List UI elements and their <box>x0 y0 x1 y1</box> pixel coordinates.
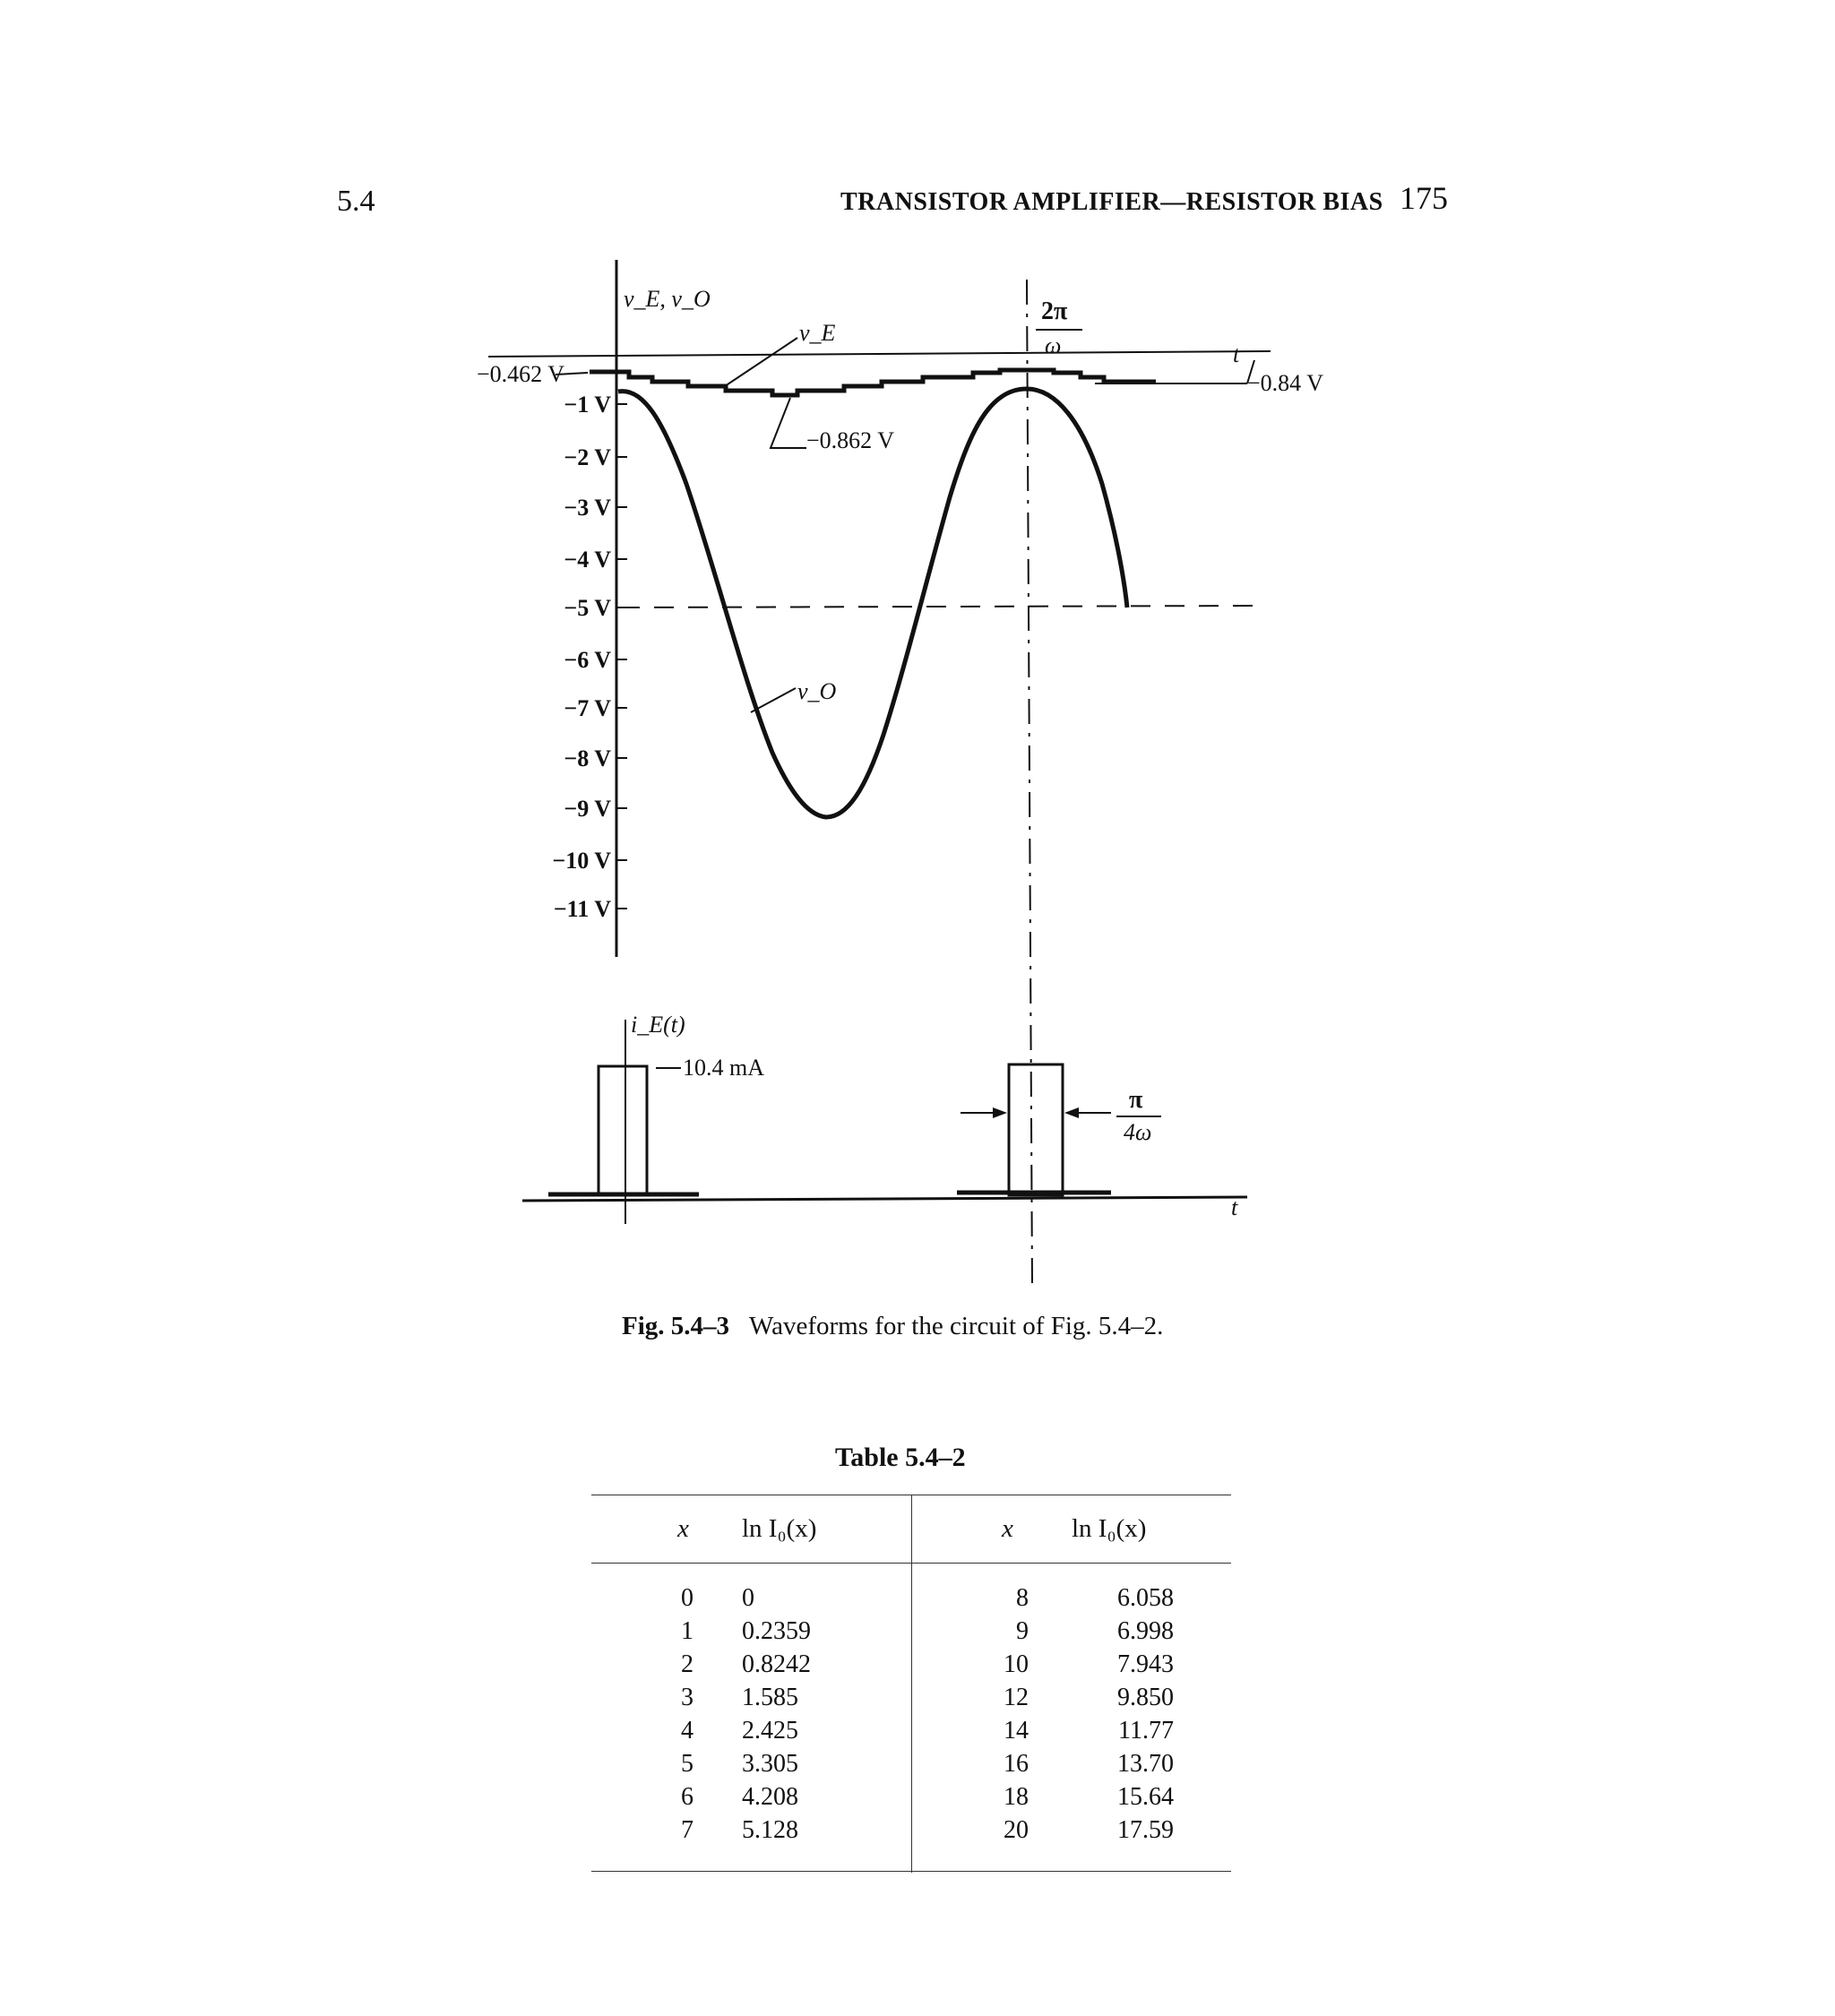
figure-caption-label: Fig. 5.4–3 <box>622 1312 730 1340</box>
pulse-right <box>1009 1064 1063 1195</box>
period-denominator: ω <box>1045 332 1062 358</box>
table-cell: 3 <box>681 1684 694 1711</box>
y-tick-label: −1 V <box>564 392 611 418</box>
lower-time-label: t <box>1231 1194 1238 1220</box>
table-cell: 4.208 <box>742 1783 798 1811</box>
width-arrowhead-left <box>993 1107 1007 1118</box>
pulse-left <box>599 1066 647 1195</box>
table-cell: 4 <box>681 1717 694 1745</box>
table-cell: 18 <box>1004 1783 1029 1811</box>
table-cell: 15.64 <box>1117 1783 1174 1811</box>
width-numerator: π <box>1129 1086 1143 1114</box>
table-cell: 9 <box>1016 1617 1029 1645</box>
table-cell: 5.128 <box>742 1816 798 1844</box>
v-e-leader <box>728 338 797 384</box>
table-cell: 20 <box>1004 1816 1029 1844</box>
v-o-label: v_O <box>797 678 837 704</box>
period-numerator: 2π <box>1041 297 1068 325</box>
v-e-waveform <box>590 370 1156 395</box>
y-tick-label: −8 V <box>564 745 611 771</box>
table-cell: 0 <box>742 1584 754 1612</box>
annotation-minus-084: −0.84 V <box>1247 370 1323 396</box>
y-tick-label: −3 V <box>564 495 611 521</box>
table-cell: 10 <box>1004 1650 1029 1678</box>
table-cell: 2.425 <box>742 1717 798 1745</box>
y-tick-label: −7 V <box>564 695 611 721</box>
table-cell: 1.585 <box>742 1684 798 1711</box>
y-tick-marks <box>616 404 627 909</box>
table-cell: 7 <box>681 1816 694 1844</box>
pulse-amplitude-label: 10.4 mA <box>683 1055 764 1081</box>
upper-time-axis <box>488 351 1271 357</box>
y-tick-label: −10 V <box>552 848 611 874</box>
y-tick-label: −6 V <box>564 647 611 673</box>
page-number: 175 <box>1400 180 1448 216</box>
figure-caption <box>622 1312 1163 1341</box>
table-cell: 17.59 <box>1117 1816 1174 1844</box>
annotation-minus-0862: −0.862 V <box>806 427 894 453</box>
y-tick-label: −2 V <box>564 444 611 470</box>
minus-0862-leader <box>771 398 806 448</box>
header-ln-left: ln I₀(x) <box>742 1514 817 1543</box>
header-ln-right: ln I₀(x) <box>1072 1514 1147 1543</box>
table-cell: 1 <box>681 1617 694 1645</box>
table-cell: 6 <box>681 1783 694 1811</box>
table-cell: 7.943 <box>1117 1650 1174 1678</box>
annotation-minus-0462: −0.462 V <box>477 361 564 387</box>
running-title: TRANSISTOR AMPLIFIER—RESISTOR BIAS <box>840 188 1383 216</box>
minus-5v-dashed-line <box>620 606 1263 607</box>
y-tick-label: −11 V <box>553 896 611 922</box>
table-cell: 6.058 <box>1117 1584 1174 1612</box>
upper-axis-label: v_E, v_O <box>624 286 711 312</box>
table-cell: 14 <box>1004 1717 1029 1745</box>
lower-axis-label: i_E(t) <box>631 1012 685 1038</box>
width-arrowhead-right <box>1064 1107 1079 1118</box>
table-cell: 8 <box>1016 1584 1029 1612</box>
v-e-label: v_E <box>799 320 836 346</box>
width-denominator: 4ω <box>1124 1119 1152 1145</box>
table-cell: 3.305 <box>742 1750 798 1778</box>
v-o-leader <box>751 688 796 712</box>
period-marker-line <box>1027 280 1032 1287</box>
table-title: Table 5.4–2 <box>835 1443 966 1472</box>
data-table <box>591 1495 1231 1871</box>
y-tick-label: −9 V <box>564 796 611 822</box>
table-cell: 2 <box>681 1650 694 1678</box>
table-cell: 5 <box>681 1750 694 1778</box>
table-cell: 0.8242 <box>742 1650 811 1678</box>
table-cell: 12 <box>1004 1684 1029 1711</box>
header-x-left: x <box>677 1514 689 1543</box>
table-cell: 9.850 <box>1117 1684 1174 1711</box>
table-cell: 13.70 <box>1117 1750 1174 1778</box>
section-number: 5.4 <box>337 185 375 218</box>
table-cell: 11.77 <box>1118 1717 1174 1745</box>
y-tick-label: −4 V <box>564 547 611 573</box>
header-x-right: x <box>1002 1514 1013 1543</box>
table-cell: 0.2359 <box>742 1617 811 1645</box>
y-tick-label: −5 V <box>564 595 611 621</box>
lower-time-axis <box>522 1197 1247 1201</box>
table-cell: 6.998 <box>1117 1617 1174 1645</box>
upper-time-label: t <box>1233 341 1240 367</box>
figure-caption-text: Waveforms for the circuit of Fig. 5.4–2. <box>749 1312 1164 1340</box>
table-cell: 16 <box>1004 1750 1029 1778</box>
table-cell: 0 <box>681 1584 694 1612</box>
table-divider <box>911 1495 912 1873</box>
